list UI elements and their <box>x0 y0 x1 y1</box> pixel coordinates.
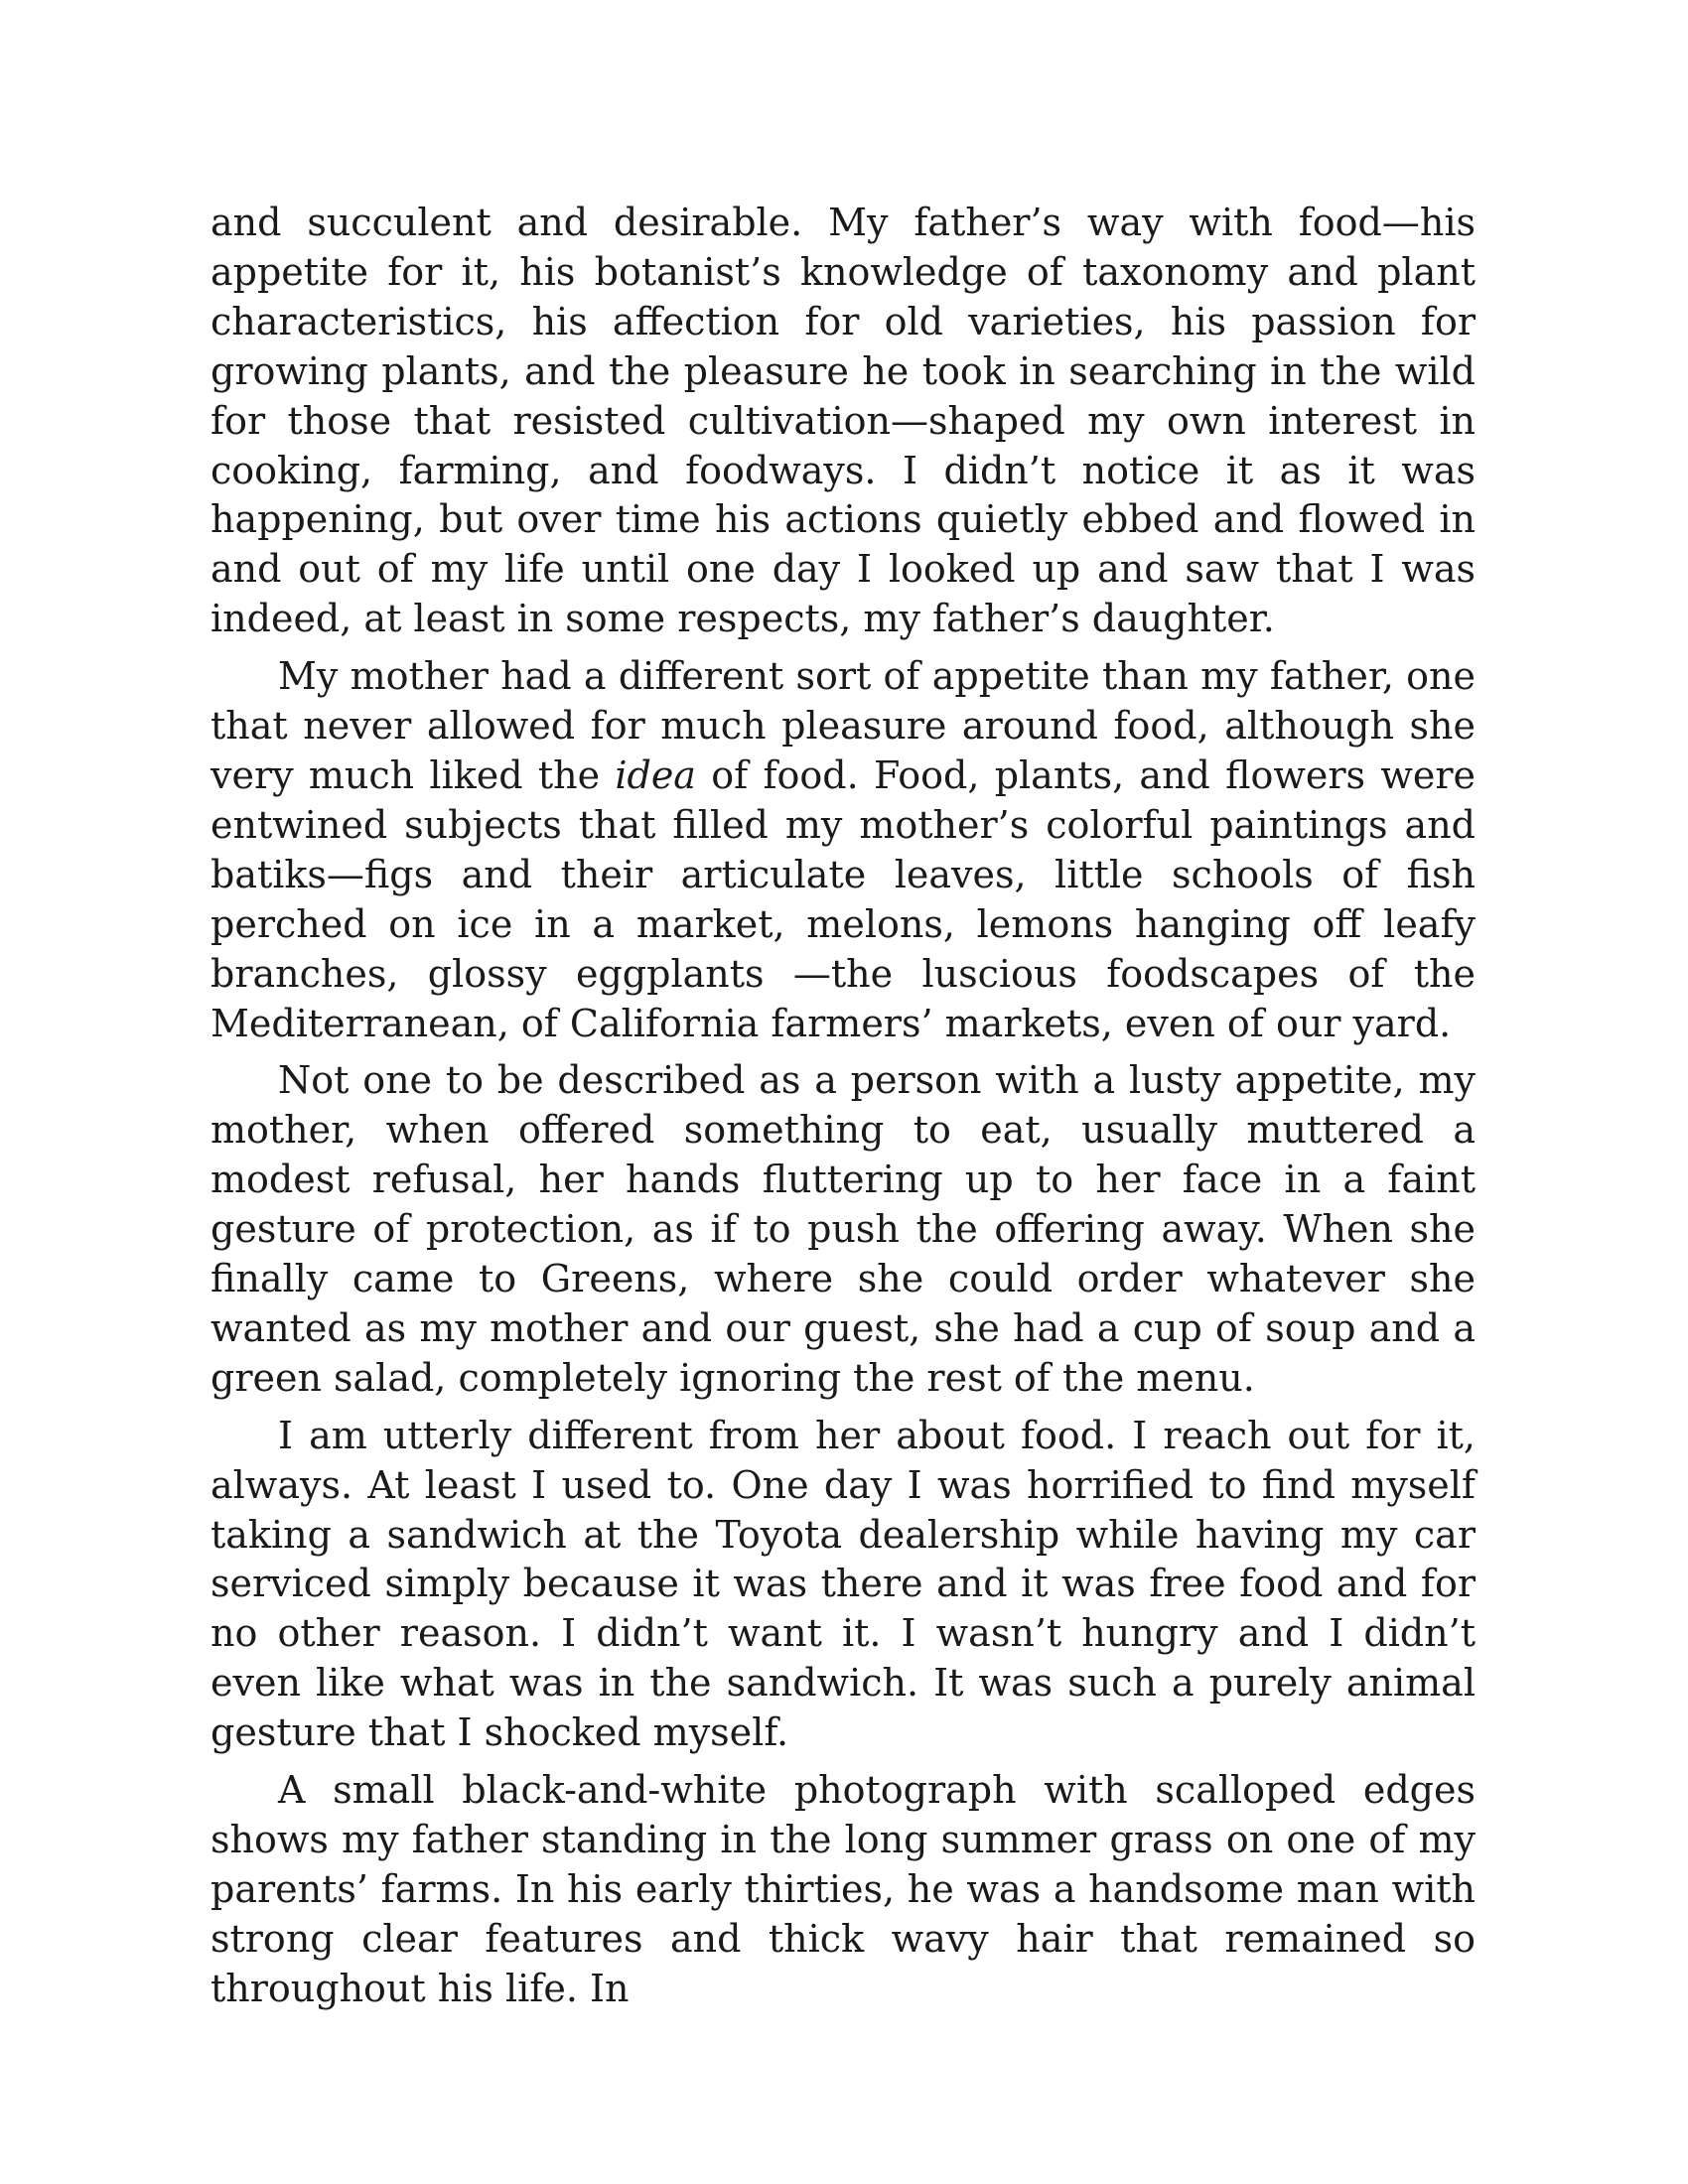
paragraph-photograph: A small black-and-white photograph with scalloped edges shows my father standing in the long summer grass on one of my parents’ farms. In his early thirties, he was a handsome man with strong clear features and thick wavy hair that remained so throughout his life. In <box>211 1768 1476 2010</box>
paragraph-text: of food. Food, plants, and flowers were entwined subjects that filled my mother’s colorful paintings and batiks—figs and their articulate leaves, little schools of fish perched on ice in a market, melons, lemons hanging off leafy branches, glossy eggplants —the luscious foodscapes of the Mediterranean, of California farmers’ markets, even of our yard. <box>211 752 1477 1045</box>
paragraph-mother-refusal: Not one to be described as a person with a lusty appetite, my mother, when offered something to eat, usually muttered a modest refusal, her hands fluttering up to her face in a faint gesture of protection, as if to push the offering away. When she finally came to Greens, where she could order whatever she wanted as my mother and our guest, she had a cup of soup and a green salad, completely ignoring the rest of the menu. <box>211 1058 1476 1400</box>
paragraph-fathers-way-with-food: and succulent and desirable. My father’s way with food—his appetite for it, his botanist’s knowledge of taxonomy and plant characteristics, his affection for old varieties, his passion for growing plants, and the pleasure he took in searching in the wild for those that resisted cultivation—shaped my own interest in cooking, farming, and foodways. I didn’t notice it as it was happening, but over time his actions quietly ebbed and flowed in and out of my life until one day I looked up and saw that I was indeed, at least in some respects, my father’s daughter. <box>211 201 1476 641</box>
book-page-body <box>211 199 1476 2022</box>
paragraph-text: My mother had a different sort of appetite than my father, one that never allowed for much pleasure around food, although she very much liked the <box>211 654 1476 797</box>
italic-word: idea <box>615 752 696 797</box>
paragraph-toyota-sandwich: I am utterly different from her about food. I reach out for it, always. At least I used to. One day I was horrified to find myself taking a sandwich at the Toyota dealership while having my car serviced simply because it was there and it was free food and for no other reason. I didn’t want it. I wasn’t hungry and I didn’t even like what was in the sandwich. It was such a purely animal gesture that I shocked myself. <box>211 1413 1476 1755</box>
paragraph-mothers-appetite <box>211 652 1476 1048</box>
